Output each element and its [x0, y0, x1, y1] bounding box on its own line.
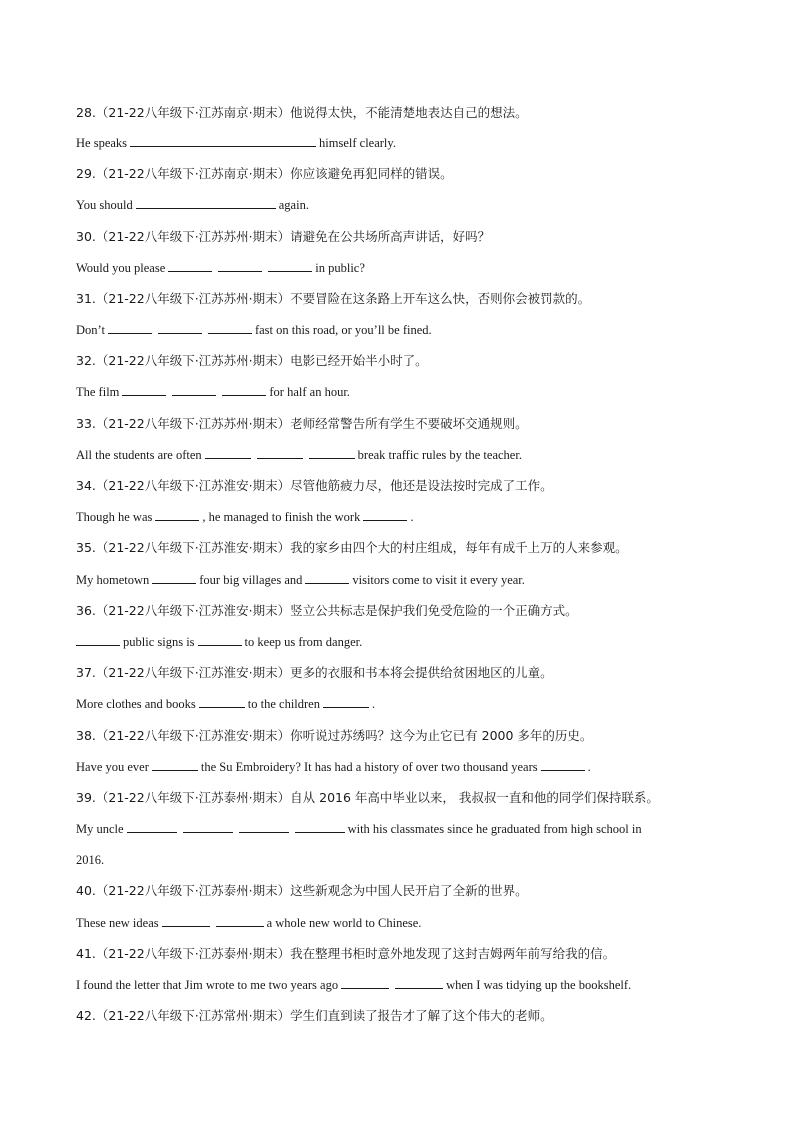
answer-line-38: Have you ever the Su Embroidery? It has had a history of over two thousand years .	[76, 760, 591, 774]
answer-line-30: Would you please in public?	[76, 261, 365, 275]
question-41: 41.（21-22八年级下·江苏泰州·期末）我在整理书柜时意外地发现了这封吉姆两年前写给我的信。	[76, 946, 616, 961]
answer-blank[interactable]	[172, 383, 216, 396]
answer-blank[interactable]	[130, 134, 316, 147]
answer-blank[interactable]	[162, 914, 210, 927]
answer-blank[interactable]	[257, 446, 303, 459]
answer-blank[interactable]	[363, 508, 407, 521]
answer-line-32: The film for half an hour.	[76, 385, 350, 399]
question-42: 42.（21-22八年级下·江苏常州·期末）学生们直到读了报告才了解了这个伟大的老师。	[76, 1008, 553, 1023]
question-35: 35.（21-22八年级下·江苏淮安·期末）我的家乡由四个大的村庄组成，每年有成千上万的人来参观。	[76, 540, 628, 555]
answer-blank[interactable]	[205, 446, 251, 459]
answer-blank[interactable]	[168, 259, 212, 272]
answer-blank[interactable]	[216, 914, 264, 927]
answer-blank[interactable]	[158, 321, 202, 334]
answer-line-33: All the students are often break traffic rules by the teacher.	[76, 448, 522, 462]
question-28	[76, 104, 734, 122]
answer-blank[interactable]	[76, 633, 120, 646]
answer-blank[interactable]	[239, 820, 289, 833]
answer-blank[interactable]	[199, 695, 245, 708]
answer-blank[interactable]	[309, 446, 355, 459]
answer-line-31: Don’t fast on this road, or you’ll be fined.	[76, 323, 432, 337]
question-34: 34.（21-22八年级下·江苏淮安·期末）尽管他筋疲力尽，他还是设法按时完成了工作。	[76, 478, 553, 493]
answer-blank[interactable]	[183, 820, 233, 833]
question-39: 39.（21-22八年级下·江苏泰州·期末）自从 2016 年高中毕业以来， 我叔叔一直和他的同学们保持联系。	[76, 790, 659, 805]
answer-blank[interactable]	[122, 383, 166, 396]
answer-line-39-cont: 2016.	[76, 853, 105, 867]
answer-blank[interactable]	[108, 321, 152, 334]
answer-line-40: These new ideas a whole new world to Chinese.	[76, 916, 422, 930]
answer-blank[interactable]	[323, 695, 369, 708]
answer-blank[interactable]	[222, 383, 266, 396]
answer-line-37: More clothes and books to the children .	[76, 697, 376, 711]
answer-blank[interactable]	[305, 571, 349, 584]
question-chinese: 他说得太快，不能清楚地表达自己的想法。	[290, 105, 528, 120]
question-37: 37.（21-22八年级下·江苏淮安·期末）更多的衣服和书本将会提供给贫困地区的儿童。	[76, 665, 553, 680]
question-30: 30.（21-22八年级下·江苏苏州·期末）请避免在公共场所高声讲话，好吗？	[76, 229, 491, 244]
answer-line-39: My uncle with his classmates since he graduated from high school in	[76, 822, 642, 836]
answer-line-34: Though he was , he managed to finish the work .	[76, 510, 414, 524]
answer-line-28: He speaks himself clearly.	[76, 136, 396, 150]
question-number: 28.	[76, 105, 96, 120]
answer-line-29: You should again.	[76, 198, 309, 212]
question-40: 40.（21-22八年级下·江苏泰州·期末）这些新观念为中国人民开启了全新的世界。	[76, 883, 528, 898]
question-36: 36.（21-22八年级下·江苏淮安·期末）竖立公共标志是保护我们免受危险的一个正确方式。	[76, 603, 578, 618]
answer-blank[interactable]	[198, 633, 242, 646]
question-29: 29.（21-22八年级下·江苏南京·期末）你应该避免再犯同样的错误。	[76, 166, 453, 181]
answer-blank[interactable]	[136, 196, 276, 209]
answer-blank[interactable]	[268, 259, 312, 272]
question-33: 33.（21-22八年级下·江苏苏州·期末）老师经常警告所有学生不要破坏交通规则。	[76, 416, 528, 431]
answer-blank[interactable]	[395, 976, 443, 989]
answer-line-41: I found the letter that Jim wrote to me two years ago when I was tidying up the bookshelf.	[76, 978, 632, 992]
question-38: 38.（21-22八年级下·江苏淮安·期末）你听说过苏绣吗？这今为止它已有 2000 多年的历史。	[76, 728, 593, 743]
question-source: （21-22八年级下·江苏南京·期末）	[95, 105, 291, 120]
answer-blank[interactable]	[341, 976, 389, 989]
answer-blank[interactable]	[208, 321, 252, 334]
answer-blank[interactable]	[152, 571, 196, 584]
answer-line-36: public signs is to keep us from danger.	[76, 633, 734, 651]
answer-blank[interactable]	[218, 259, 262, 272]
answer-blank[interactable]	[155, 508, 199, 521]
question-32: 32.（21-22八年级下·江苏苏州·期末）电影已经开始半小时了。	[76, 353, 428, 368]
answer-blank[interactable]	[295, 820, 345, 833]
answer-line-35: My hometown four big villages and visitors come to visit it every year.	[76, 573, 525, 587]
answer-blank[interactable]	[541, 758, 585, 771]
question-31: 31.（21-22八年级下·江苏苏州·期末）不要冒险在这条路上开车这么快，否则你会被罚款的。	[76, 291, 591, 306]
answer-blank[interactable]	[152, 758, 198, 771]
answer-blank[interactable]	[127, 820, 177, 833]
